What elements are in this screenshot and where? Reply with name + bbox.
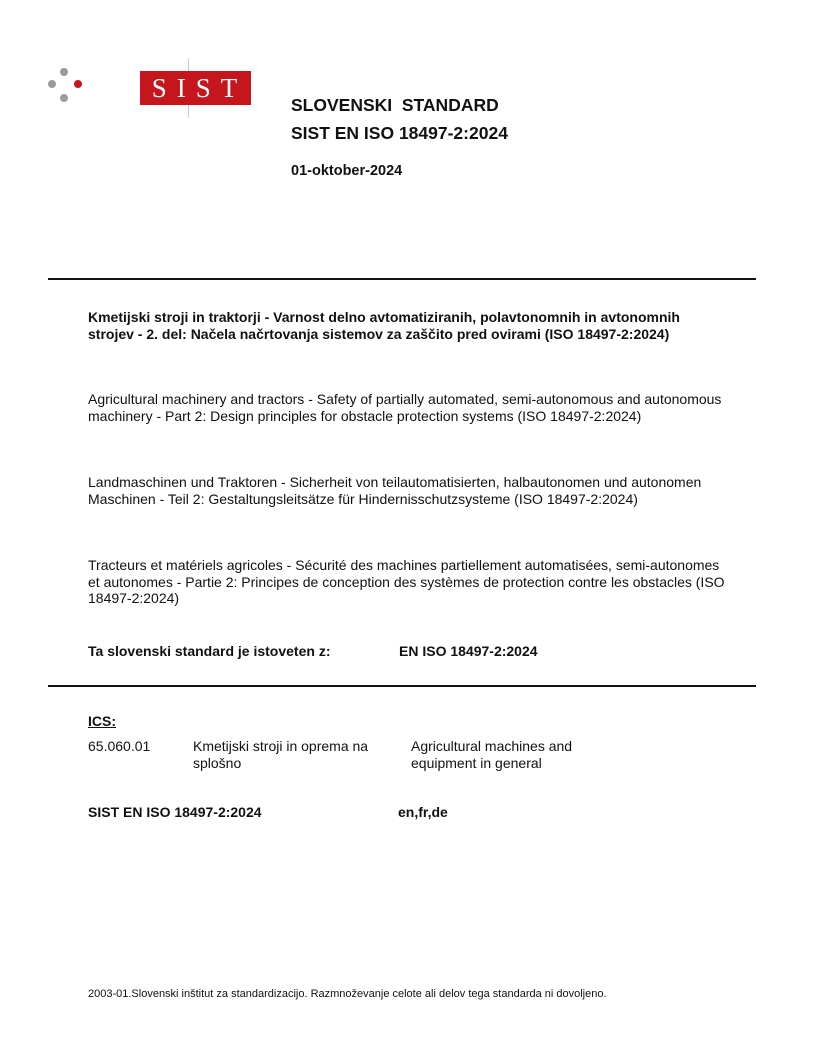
publication-date: 01-oktober-2024 [291, 163, 403, 179]
identity-label: Ta slovenski standard je istoveten z: [88, 643, 331, 659]
standard-number-heading: SIST EN ISO 18497-2:2024 [291, 123, 508, 143]
ics-label: ICS: [88, 713, 116, 729]
logo-dot-icon [60, 68, 68, 76]
title-french: Tracteurs et matériels agricoles - Sécurité des machines partiellement automatisées, semi-autonomes et autonomes - Partie 2: Principes de conception des systèmes de protection contre les obstacles (ISO 18497-2:2024) [88, 557, 725, 606]
title-english: Agricultural machinery and tractors - Safety of partially automated, semi-autonomous and autonomous machinery - Part 2: Design principles for obstacle protection systems (ISO 18497-2:2024) [88, 391, 722, 424]
standard-type-heading: SLOVENSKI STANDARD [291, 95, 499, 115]
logo-dot-red-icon [74, 80, 82, 88]
copyright-footer: 2003-01.Slovenski inštitut za standardizacijo. Razmnoževanje celote ali delov tega standarda ni dovoljeno. [88, 988, 607, 1000]
logo-dot-icon [60, 94, 68, 102]
logo-wordmark: SIST [140, 71, 251, 105]
title-german: Landmaschinen und Traktoren - Sicherheit von teilautomatisierten, halbautonomen und autonomen Maschinen - Teil 2: Gestaltungsleitsätze für Hindernisschutzsysteme (ISO 18497-2:2024) [88, 474, 702, 507]
logo-dot-icon [48, 80, 56, 88]
title-slovenian: Kmetijski stroji in traktorji - Varnost delno avtomatiziranih, polavtonomnih in avtonomnih strojev - 2. del: Načela načrtovanja sistemov za zaščito pred ovirami (ISO 18497-2:2024) [88, 309, 680, 342]
ics-code: 65.060.01 [88, 738, 151, 754]
ics-description-slovenian: Kmetijski stroji in oprema na splošno [193, 738, 369, 771]
sist-logo [48, 66, 248, 122]
divider [48, 278, 756, 280]
identity-value: EN ISO 18497-2:2024 [399, 643, 538, 659]
document-languages: en,fr,de [398, 804, 448, 820]
document-code: SIST EN ISO 18497-2:2024 [88, 804, 262, 820]
ics-description-english: Agricultural machines and equipment in general [411, 738, 573, 771]
divider [48, 685, 756, 687]
